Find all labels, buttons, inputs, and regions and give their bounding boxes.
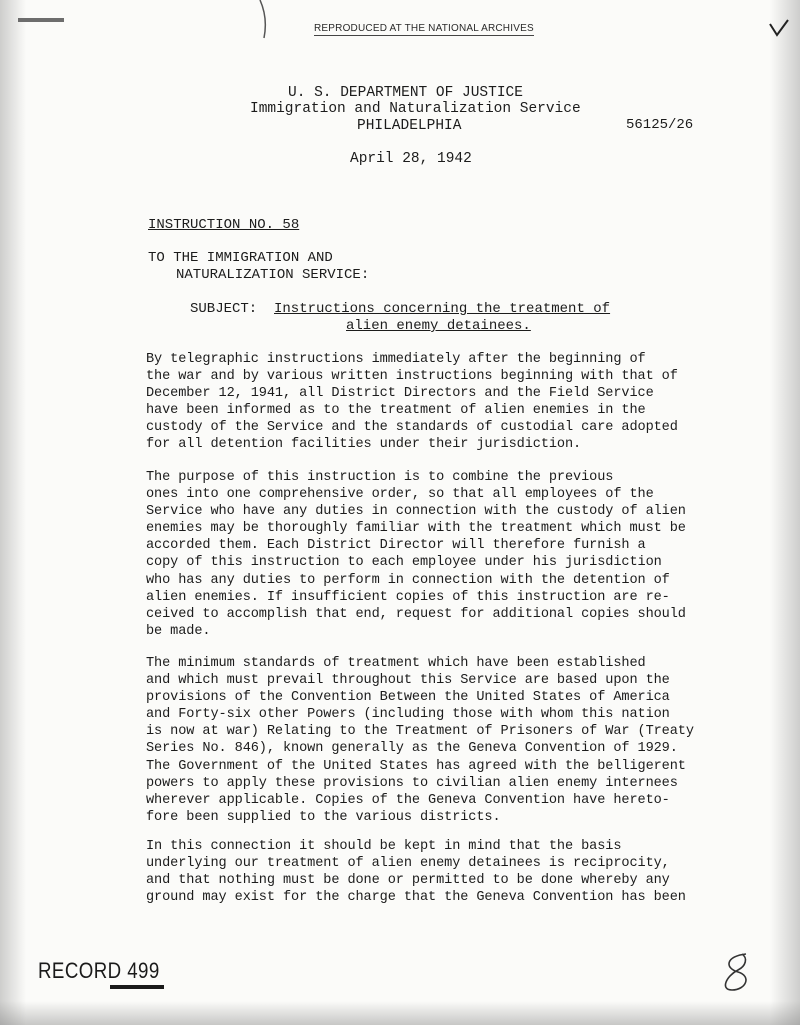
- subject-line-2: alien enemy detainees.: [346, 318, 531, 334]
- subject-line-1: Instructions concerning the treatment of: [274, 301, 611, 317]
- file-number: 56125/26: [626, 117, 694, 133]
- record-stamp: RECORD 499: [38, 958, 160, 983]
- check-mark-icon: [768, 18, 790, 38]
- addressee-line-1: TO THE IMMIGRATION AND: [148, 250, 333, 266]
- city-heading: PHILADELPHIA: [357, 118, 462, 134]
- addressee-line-2: NATURALIZATION SERVICE:: [176, 267, 370, 283]
- handwritten-mark-icon: [716, 950, 756, 994]
- service-heading: Immigration and Naturalization Service: [250, 101, 581, 117]
- scan-edge-left: [0, 0, 26, 1025]
- scan-edge-bottom: [0, 1001, 800, 1025]
- scan-edge-right: [770, 0, 800, 1025]
- document-date: April 28, 1942: [350, 151, 472, 167]
- archive-stamp: REPRODUCED AT THE NATIONAL ARCHIVES: [314, 23, 534, 34]
- instruction-number: INSTRUCTION NO. 58: [148, 217, 300, 233]
- punch-hole-arc: [258, 0, 270, 40]
- body-paragraph-2: The purpose of this instruction is to combine the previous ones into one comprehensive order, so that all employees of the Service who have any duties in connection with the custody of alien enemies may be thoroughly familiar with the treatment which must be accorded them. Each District Director will therefore furnish a copy of this instruction to each employee under his jurisdiction who has any duties to perform in connection with the detention of alien enemies. If insufficient copies of this instruction are re- ceived to accomplish that end, request for additional copies should be made.: [146, 470, 686, 639]
- record-stamp-underline: [110, 985, 164, 989]
- corner-mark: [18, 18, 64, 22]
- subject-label: SUBJECT:: [190, 301, 258, 317]
- body-paragraph-3: The minimum standards of treatment which have been established and which must prevail throughout this Service are based upon the provisions of the Convention Between the United States of America and Forty-six other Powers (including those with whom this nation is now at war) Relating to the Treatment of Prisoners of War (Treaty Series No. 846), known generally as the Geneva Convention of 1929. The Government of the United States has agreed with the belligerent powers to apply these provisions to civilian alien enemy internees wherever applicable. Copies of the Geneva Convention have hereto- fore been supplied to the various districts.: [146, 656, 694, 825]
- body-paragraph-4: In this connection it should be kept in mind that the basis underlying our treatment of alien enemy detainees is reciprocity, and that nothing must be done or permitted to be done whereby any ground may exist for the charge that the Geneva Convention has been: [146, 839, 686, 906]
- body-paragraph-1: By telegraphic instructions immediately after the beginning of the war and by various written instructions beginning with that of December 12, 1941, all District Directors and the Field Service have been informed as to the treatment of alien enemies in the custody of the Service and the standards of custodial care adopted for all detention facilities under their jurisdiction.: [146, 352, 678, 453]
- department-heading: U. S. DEPARTMENT OF JUSTICE: [288, 85, 523, 101]
